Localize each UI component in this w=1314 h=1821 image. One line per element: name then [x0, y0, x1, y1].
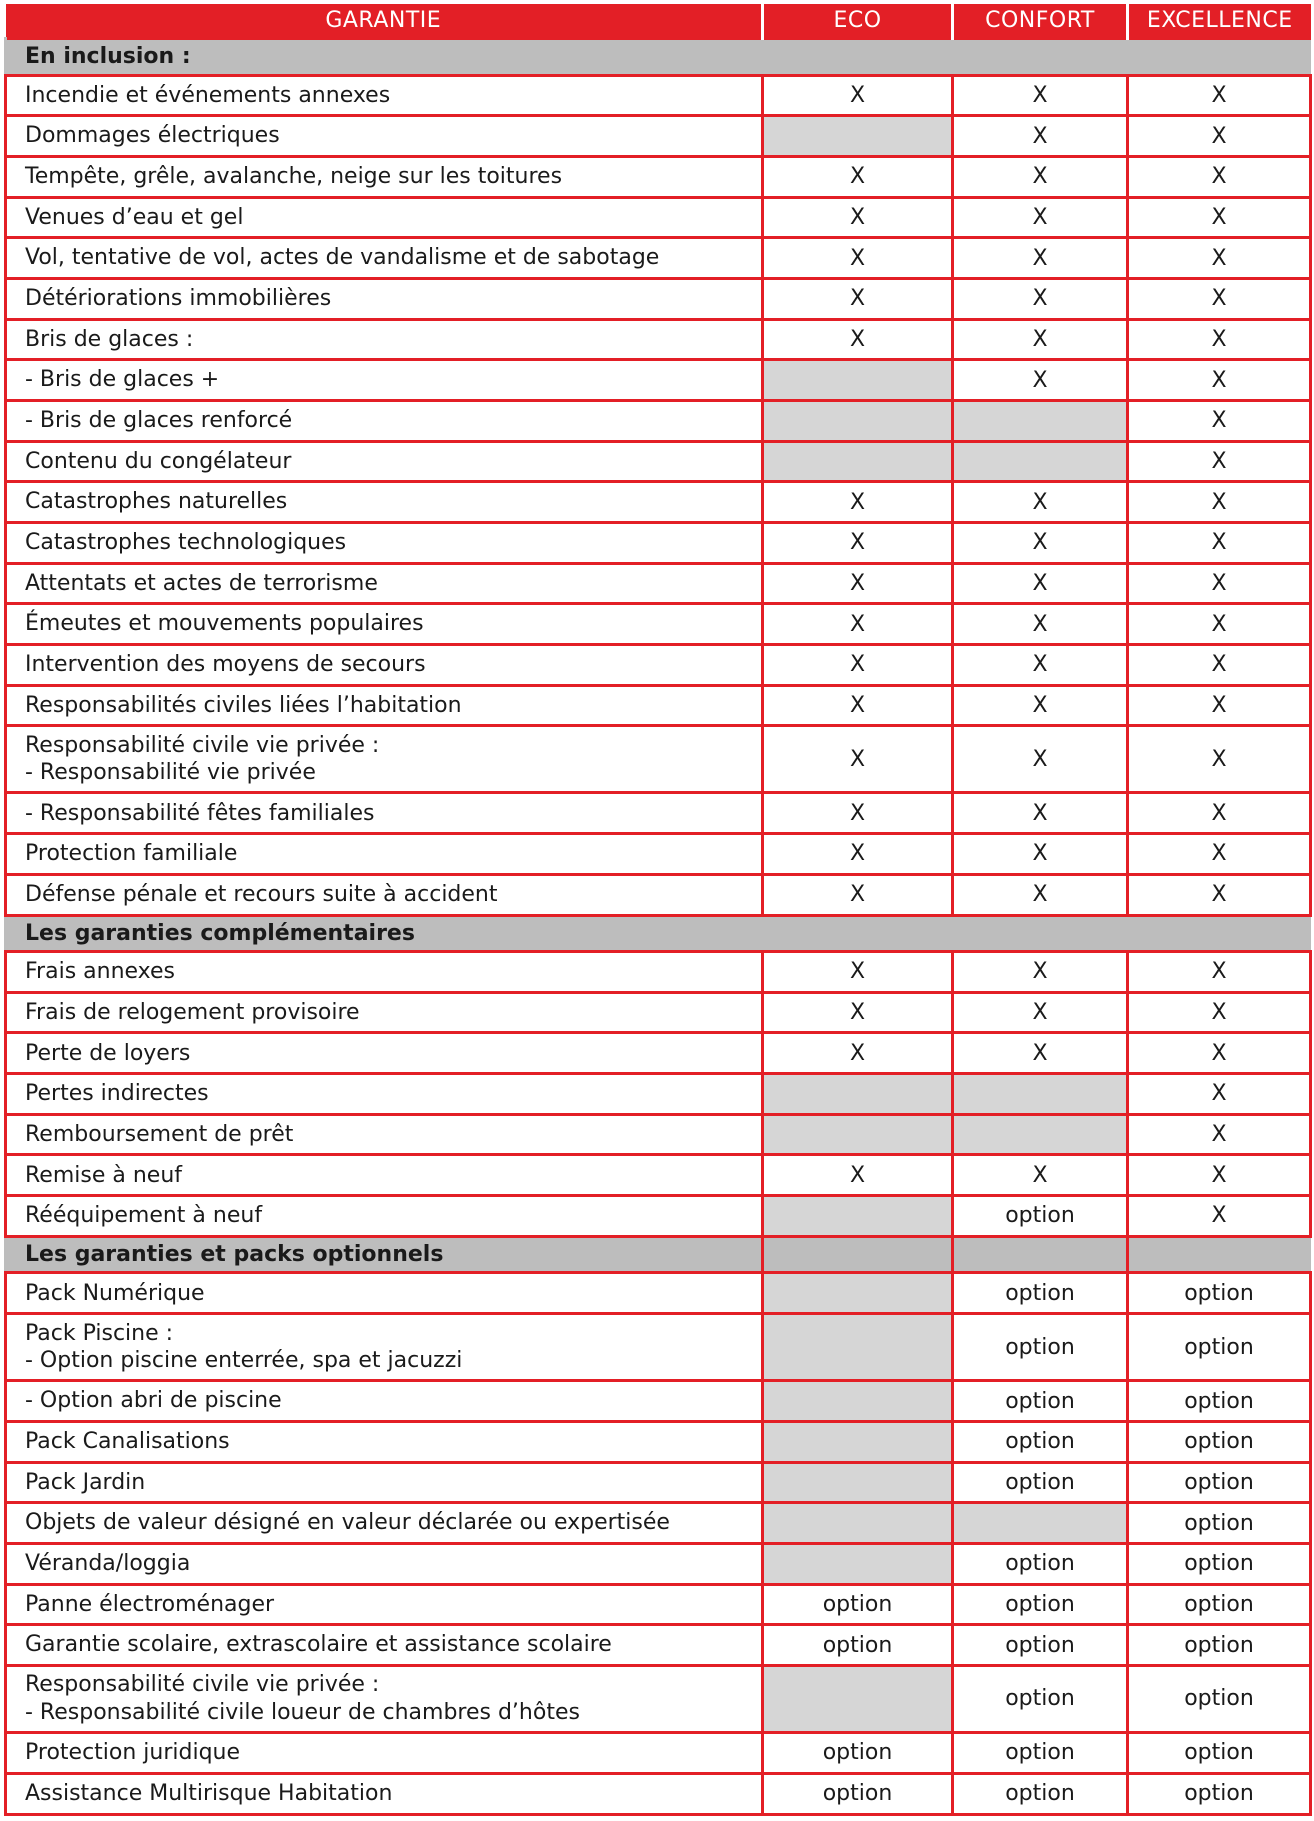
- guarantee-label: [6, 1584, 763, 1625]
- confort-cell: option: [953, 1273, 1128, 1314]
- guarantee-label: [6, 874, 763, 915]
- guarantee-label-line: Pack Numérique: [25, 1280, 205, 1306]
- header-eco: ECO: [763, 4, 953, 39]
- eco-cell: X: [763, 278, 953, 319]
- eco-cell: X: [763, 1033, 953, 1074]
- table-row: [6, 992, 1311, 1033]
- eco-cell: X: [763, 238, 953, 279]
- guarantee-label: [6, 793, 763, 834]
- confort-cell: option: [953, 1314, 1128, 1381]
- guarantee-label: [6, 441, 763, 482]
- excellence-cell: option: [1128, 1733, 1311, 1774]
- table-row: [6, 400, 1311, 441]
- section-title: Les garanties complémentaires: [6, 915, 763, 952]
- guarantee-label-line: Assistance Multirisque Habitation: [25, 1781, 393, 1807]
- table-row: [6, 523, 1311, 564]
- guarantee-label-line: Remise à neuf: [25, 1162, 183, 1188]
- section-empty-cell: [953, 915, 1128, 952]
- table-row: [6, 238, 1311, 279]
- table-row: [6, 1314, 1311, 1381]
- confort-cell: option: [953, 1625, 1128, 1666]
- eco-cell: X: [763, 992, 953, 1033]
- excellence-cell: X: [1128, 482, 1311, 523]
- guarantee-label: [6, 278, 763, 319]
- eco-cell: X: [763, 482, 953, 523]
- confort-cell: X: [953, 793, 1128, 834]
- guarantee-label: [6, 1543, 763, 1584]
- eco-cell: option: [763, 1625, 953, 1666]
- table-row: [6, 1773, 1311, 1814]
- excellence-cell: X: [1128, 685, 1311, 726]
- guarantee-label-line: Rééquipement à neuf: [25, 1203, 263, 1229]
- confort-cell: [953, 1114, 1128, 1155]
- guarantee-label: [6, 834, 763, 875]
- table-row: [6, 645, 1311, 686]
- confort-cell: option: [953, 1733, 1128, 1774]
- eco-cell: option: [763, 1584, 953, 1625]
- excellence-cell: X: [1128, 645, 1311, 686]
- confort-cell: option: [953, 1196, 1128, 1237]
- eco-cell: [763, 1543, 953, 1584]
- table-row: [6, 952, 1311, 993]
- guarantee-label: [6, 116, 763, 157]
- guarantee-label: [6, 1114, 763, 1155]
- confort-cell: [953, 1074, 1128, 1115]
- excellence-cell: X: [1128, 156, 1311, 197]
- confort-cell: option: [953, 1462, 1128, 1503]
- confort-cell: option: [953, 1543, 1128, 1584]
- guarantee-label: [6, 1421, 763, 1462]
- confort-cell: X: [953, 116, 1128, 157]
- section-empty-cell: [763, 1236, 953, 1273]
- confort-cell: X: [953, 238, 1128, 279]
- confort-cell: X: [953, 75, 1128, 116]
- eco-cell: X: [763, 156, 953, 197]
- excellence-cell: X: [1128, 116, 1311, 157]
- eco-cell: [763, 1381, 953, 1422]
- guarantee-label-line: Bris de glaces :: [25, 326, 194, 352]
- section-header-row: [6, 39, 1311, 76]
- eco-cell: [763, 1503, 953, 1544]
- confort-cell: X: [953, 563, 1128, 604]
- confort-cell: X: [953, 874, 1128, 915]
- table-row: [6, 563, 1311, 604]
- guarantee-label: [6, 604, 763, 645]
- eco-cell: X: [763, 604, 953, 645]
- guarantee-label-line: Véranda/loggia: [25, 1550, 191, 1576]
- excellence-cell: option: [1128, 1381, 1311, 1422]
- guarantee-label-line: Responsabilité civile vie privée :: [25, 732, 380, 758]
- eco-cell: [763, 1421, 953, 1462]
- guarantee-sublabel-line: - Responsabilité vie privée: [25, 760, 316, 786]
- guarantee-label-line: Panne électroménager: [25, 1591, 275, 1617]
- table-row: [6, 1196, 1311, 1237]
- excellence-cell: X: [1128, 992, 1311, 1033]
- header-excellence: EXCELLENCE: [1128, 4, 1311, 39]
- guarantee-label: [6, 523, 763, 564]
- confort-cell: X: [953, 156, 1128, 197]
- table-row: [6, 319, 1311, 360]
- eco-cell: X: [763, 685, 953, 726]
- confort-cell: X: [953, 645, 1128, 686]
- guarantee-label: [6, 1314, 763, 1381]
- excellence-cell: option: [1128, 1273, 1311, 1314]
- guarantee-label-line: Catastrophes naturelles: [25, 489, 288, 515]
- guarantee-label: [6, 238, 763, 279]
- eco-cell: [763, 1074, 953, 1115]
- section-empty-cell: [1128, 915, 1311, 952]
- guarantee-label: [6, 1074, 763, 1115]
- table-body: [6, 39, 1311, 1815]
- eco-cell: [763, 1273, 953, 1314]
- guarantee-label: [6, 645, 763, 686]
- guarantee-label: [6, 1773, 763, 1814]
- table-row: [6, 278, 1311, 319]
- guarantee-label-line: Dommages électriques: [25, 123, 280, 149]
- table-row: [6, 685, 1311, 726]
- confort-cell: X: [953, 1155, 1128, 1196]
- confort-cell: X: [953, 482, 1128, 523]
- eco-cell: [763, 1114, 953, 1155]
- table-row: [6, 75, 1311, 116]
- excellence-cell: X: [1128, 238, 1311, 279]
- eco-cell: [763, 1665, 953, 1732]
- guarantee-label-line: Pack Canalisations: [25, 1428, 230, 1454]
- table-row: [6, 834, 1311, 875]
- excellence-cell: X: [1128, 874, 1311, 915]
- excellence-cell: option: [1128, 1543, 1311, 1584]
- header-confort: CONFORT: [953, 4, 1128, 39]
- guarantee-label-line: - Bris de glaces +: [25, 367, 220, 393]
- table-row: [6, 1074, 1311, 1115]
- table-row: [6, 156, 1311, 197]
- excellence-cell: X: [1128, 400, 1311, 441]
- excellence-cell: X: [1128, 441, 1311, 482]
- confort-cell: option: [953, 1665, 1128, 1732]
- guarantee-label-line: Détériorations immobilières: [25, 286, 332, 312]
- guarantee-label-line: Intervention des moyens de secours: [25, 652, 426, 678]
- section-header-row: [6, 1236, 1311, 1273]
- guarantee-label-line: Catastrophes technologiques: [25, 530, 347, 556]
- guarantee-label-line: Émeutes et mouvements populaires: [25, 611, 424, 637]
- guarantee-label-line: Incendie et événements annexes: [25, 82, 391, 108]
- guarantee-label: [6, 1733, 763, 1774]
- confort-cell: X: [953, 360, 1128, 401]
- eco-cell: [763, 1462, 953, 1503]
- guarantee-label: [6, 952, 763, 993]
- table-row: [6, 197, 1311, 238]
- section-empty-cell: [953, 1236, 1128, 1273]
- section-header-row: [6, 915, 1311, 952]
- table-header: [6, 4, 1311, 39]
- section-empty-cell: [763, 39, 953, 76]
- guarantee-label: [6, 1196, 763, 1237]
- eco-cell: X: [763, 523, 953, 564]
- excellence-cell: X: [1128, 1196, 1311, 1237]
- guarantee-label: [6, 1625, 763, 1666]
- eco-cell: X: [763, 563, 953, 604]
- eco-cell: option: [763, 1773, 953, 1814]
- guarantee-label-line: - Bris de glaces renforcé: [25, 408, 293, 434]
- confort-cell: X: [953, 278, 1128, 319]
- section-title: Les garanties et packs optionnels: [6, 1236, 763, 1273]
- table-row: [6, 1381, 1311, 1422]
- eco-cell: X: [763, 726, 953, 793]
- table-row: [6, 1155, 1311, 1196]
- confort-cell: option: [953, 1584, 1128, 1625]
- excellence-cell: X: [1128, 952, 1311, 993]
- excellence-cell: X: [1128, 319, 1311, 360]
- guarantee-label: [6, 1155, 763, 1196]
- guarantee-comparison-table: [4, 4, 1312, 1816]
- table-row: [6, 1503, 1311, 1544]
- table-row: [6, 874, 1311, 915]
- confort-cell: X: [953, 1033, 1128, 1074]
- excellence-cell: option: [1128, 1314, 1311, 1381]
- confort-cell: X: [953, 952, 1128, 993]
- table-row: [6, 1665, 1311, 1732]
- eco-cell: X: [763, 952, 953, 993]
- excellence-cell: X: [1128, 523, 1311, 564]
- excellence-cell: X: [1128, 563, 1311, 604]
- eco-cell: [763, 1314, 953, 1381]
- eco-cell: [763, 360, 953, 401]
- eco-cell: X: [763, 793, 953, 834]
- guarantee-label-line: - Responsabilité fêtes familiales: [25, 800, 375, 826]
- table-row: [6, 1421, 1311, 1462]
- guarantee-label-line: Pack Jardin: [25, 1469, 146, 1495]
- guarantee-label-line: Défense pénale et recours suite à accident: [25, 881, 498, 907]
- guarantee-label: [6, 156, 763, 197]
- confort-cell: X: [953, 197, 1128, 238]
- eco-cell: [763, 400, 953, 441]
- excellence-cell: option: [1128, 1584, 1311, 1625]
- guarantee-sublabel-line: - Responsabilité civile loueur de chambres d’hôtes: [25, 1699, 580, 1725]
- eco-cell: X: [763, 1155, 953, 1196]
- excellence-cell: option: [1128, 1421, 1311, 1462]
- table-row: [6, 604, 1311, 645]
- eco-cell: [763, 1196, 953, 1237]
- table-row: [6, 1114, 1311, 1155]
- guarantee-label-line: Frais annexes: [25, 959, 176, 985]
- eco-cell: option: [763, 1733, 953, 1774]
- excellence-cell: X: [1128, 1074, 1311, 1115]
- eco-cell: X: [763, 834, 953, 875]
- guarantee-label: [6, 726, 763, 793]
- guarantee-label: [6, 482, 763, 523]
- guarantee-label-line: Frais de relogement provisoire: [25, 999, 360, 1025]
- excellence-cell: X: [1128, 604, 1311, 645]
- guarantee-label: [6, 992, 763, 1033]
- guarantee-label: [6, 197, 763, 238]
- confort-cell: X: [953, 834, 1128, 875]
- excellence-cell: X: [1128, 278, 1311, 319]
- guarantee-label-line: Attentats et actes de terrorisme: [25, 570, 378, 596]
- guarantee-label: [6, 1665, 763, 1732]
- guarantee-label-line: Responsabilités civiles liées l’habitation: [25, 692, 462, 718]
- guarantee-label: [6, 1381, 763, 1422]
- guarantee-label-line: Responsabilité civile vie privée :: [25, 1672, 380, 1698]
- section-empty-cell: [1128, 1236, 1311, 1273]
- excellence-cell: option: [1128, 1625, 1311, 1666]
- table-row: [6, 1273, 1311, 1314]
- eco-cell: [763, 441, 953, 482]
- guarantee-label: [6, 360, 763, 401]
- confort-cell: [953, 400, 1128, 441]
- table-row: [6, 441, 1311, 482]
- confort-cell: X: [953, 992, 1128, 1033]
- excellence-cell: option: [1128, 1665, 1311, 1732]
- confort-cell: option: [953, 1381, 1128, 1422]
- excellence-cell: X: [1128, 1155, 1311, 1196]
- table-row: [6, 360, 1311, 401]
- guarantee-label-line: Pertes indirectes: [25, 1081, 209, 1107]
- guarantee-label: [6, 1273, 763, 1314]
- table-row: [6, 1462, 1311, 1503]
- table-row: [6, 1033, 1311, 1074]
- table-row: [6, 116, 1311, 157]
- table-row: [6, 726, 1311, 793]
- confort-cell: [953, 1503, 1128, 1544]
- guarantee-label-line: Contenu du congélateur: [25, 448, 292, 474]
- guarantee-label-line: Vol, tentative de vol, actes de vandalisme et de sabotage: [25, 245, 660, 271]
- guarantee-label: [6, 685, 763, 726]
- excellence-cell: X: [1128, 834, 1311, 875]
- confort-cell: X: [953, 604, 1128, 645]
- confort-cell: X: [953, 319, 1128, 360]
- confort-cell: X: [953, 685, 1128, 726]
- guarantee-label: [6, 1462, 763, 1503]
- eco-cell: [763, 116, 953, 157]
- excellence-cell: X: [1128, 726, 1311, 793]
- confort-cell: option: [953, 1421, 1128, 1462]
- guarantee-sublabel-line: - Option piscine enterrée, spa et jacuzzi: [25, 1348, 463, 1374]
- excellence-cell: X: [1128, 197, 1311, 238]
- table-row: [6, 482, 1311, 523]
- header-garantie: GARANTIE: [6, 4, 763, 39]
- section-empty-cell: [763, 915, 953, 952]
- guarantee-label-line: Garantie scolaire, extrascolaire et assistance scolaire: [25, 1632, 612, 1658]
- section-empty-cell: [1128, 39, 1311, 76]
- guarantee-label-line: Remboursement de prêt: [25, 1121, 294, 1147]
- table-row: [6, 1543, 1311, 1584]
- guarantee-label: [6, 1033, 763, 1074]
- excellence-cell: X: [1128, 793, 1311, 834]
- guarantee-label-line: Objets de valeur désigné en valeur déclarée ou expertisée: [25, 1510, 670, 1536]
- table-row: [6, 1625, 1311, 1666]
- section-empty-cell: [953, 39, 1128, 76]
- table-row: [6, 1584, 1311, 1625]
- eco-cell: X: [763, 645, 953, 686]
- guarantee-label-line: Tempête, grêle, avalanche, neige sur les toitures: [25, 164, 563, 190]
- confort-cell: [953, 441, 1128, 482]
- excellence-cell: option: [1128, 1773, 1311, 1814]
- confort-cell: X: [953, 523, 1128, 564]
- guarantee-label-line: - Option abri de piscine: [25, 1388, 282, 1414]
- eco-cell: X: [763, 319, 953, 360]
- confort-cell: X: [953, 726, 1128, 793]
- section-title: En inclusion :: [6, 39, 763, 76]
- eco-cell: X: [763, 197, 953, 238]
- excellence-cell: X: [1128, 360, 1311, 401]
- excellence-cell: X: [1128, 75, 1311, 116]
- guarantee-label-line: Venues d’eau et gel: [25, 204, 244, 230]
- eco-cell: X: [763, 874, 953, 915]
- confort-cell: option: [953, 1773, 1128, 1814]
- guarantee-label: [6, 75, 763, 116]
- table-row: [6, 1733, 1311, 1774]
- excellence-cell: X: [1128, 1114, 1311, 1155]
- table-row: [6, 793, 1311, 834]
- guarantee-label: [6, 1503, 763, 1544]
- guarantee-label-line: Protection familiale: [25, 841, 238, 867]
- guarantee-label-line: Perte de loyers: [25, 1040, 191, 1066]
- excellence-cell: X: [1128, 1033, 1311, 1074]
- excellence-cell: option: [1128, 1503, 1311, 1544]
- excellence-cell: option: [1128, 1462, 1311, 1503]
- guarantee-label: [6, 563, 763, 604]
- guarantee-label-line: Pack Piscine :: [25, 1320, 174, 1346]
- guarantee-label-line: Protection juridique: [25, 1740, 241, 1766]
- guarantee-label: [6, 400, 763, 441]
- guarantee-label: [6, 319, 763, 360]
- eco-cell: X: [763, 75, 953, 116]
